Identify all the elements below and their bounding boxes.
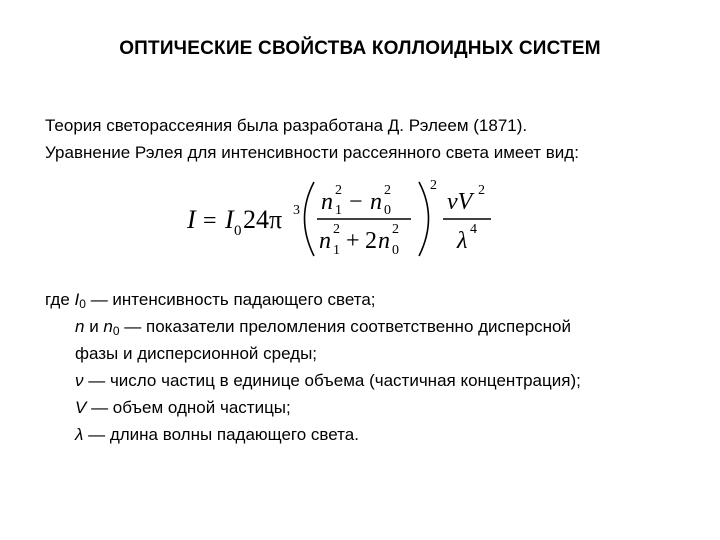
definition-v (45, 394, 581, 421)
eq-prefactor-subscript: 0 (234, 223, 242, 239)
eq-right-denominator-exp: 4 (470, 222, 477, 237)
definition-nu (45, 367, 581, 394)
i0-description: — интенсивность падающего света; (85, 290, 376, 309)
definition-n-continued: фазы и дисперсионной среды; (75, 344, 318, 363)
eq-equals-sign: = (203, 208, 217, 234)
eq-left-paren (305, 182, 315, 256)
definition-i0 (45, 286, 581, 313)
eq-den-n0-sup: 2 (392, 222, 399, 237)
v-description: — объем одной частицы; (86, 398, 291, 417)
definitions-lead-word: где (45, 290, 70, 309)
eq-num-minus: − (349, 189, 363, 215)
n-symbol: n (75, 317, 85, 336)
n-description: — показатели преломления соответственно дисперсной (119, 317, 571, 336)
eq-num-n1-sup: 2 (335, 183, 342, 198)
v-symbol: V (75, 398, 87, 417)
intro-line-1: Теория светорассеяния была разработана Д. Рэлеем (1871). (45, 116, 528, 135)
eq-num-n0: n (370, 189, 382, 215)
i0-subscript: 0 (79, 297, 86, 311)
eq-right-numerator: νV (447, 189, 473, 215)
n0-symbol: n (103, 317, 113, 336)
eq-coefficient-exponent: 3 (293, 203, 300, 218)
lambda-description: — длина волны падающего света. (83, 425, 359, 444)
eq-lhs-symbol: I (187, 205, 196, 234)
eq-prefactor-symbol: I (225, 205, 234, 234)
eq-den-n0-sub: 0 (392, 243, 399, 258)
eq-num-n0-sub: 0 (384, 203, 391, 218)
slide-title: ОПТИЧЕСКИЕ СВОЙСТВА КОЛЛОИДНЫХ СИСТЕМ (119, 38, 601, 59)
eq-den-n1: n (319, 228, 331, 254)
definition-n (45, 313, 581, 340)
nu-symbol: ν (75, 371, 84, 390)
eq-right-denominator: λ (457, 228, 468, 254)
n0-subscript: 0 (112, 324, 120, 338)
definition-lambda (45, 421, 581, 448)
eq-den-n1-sub: 1 (333, 243, 340, 258)
lambda-symbol: λ (75, 425, 84, 444)
eq-num-n1: n (321, 189, 333, 215)
eq-den-coef: 2 (365, 228, 377, 254)
eq-paren-exponent: 2 (430, 178, 437, 193)
eq-coefficient: 24π (243, 205, 283, 234)
eq-right-paren (419, 182, 429, 256)
intro-line-2: Уравнение Рэлея для интенсивности рассеянного света имеет вид: (45, 143, 579, 162)
eq-den-plus: + (346, 228, 360, 254)
eq-right-numerator-exp: 2 (478, 183, 485, 198)
rayleigh-equation (185, 172, 505, 267)
eq-num-n1-sub: 1 (335, 203, 342, 218)
eq-num-n0-sup: 2 (384, 183, 391, 198)
intro-text (45, 112, 579, 166)
n-conjunction: и (84, 317, 104, 336)
rayleigh-equation-svg (185, 172, 505, 267)
nu-description: — число частиц в единице объема (частичная концентрация); (83, 371, 581, 390)
eq-den-n1-sup: 2 (333, 222, 340, 237)
eq-den-n0: n (378, 228, 390, 254)
definitions-list (45, 286, 581, 448)
i0-symbol: I (74, 290, 80, 309)
